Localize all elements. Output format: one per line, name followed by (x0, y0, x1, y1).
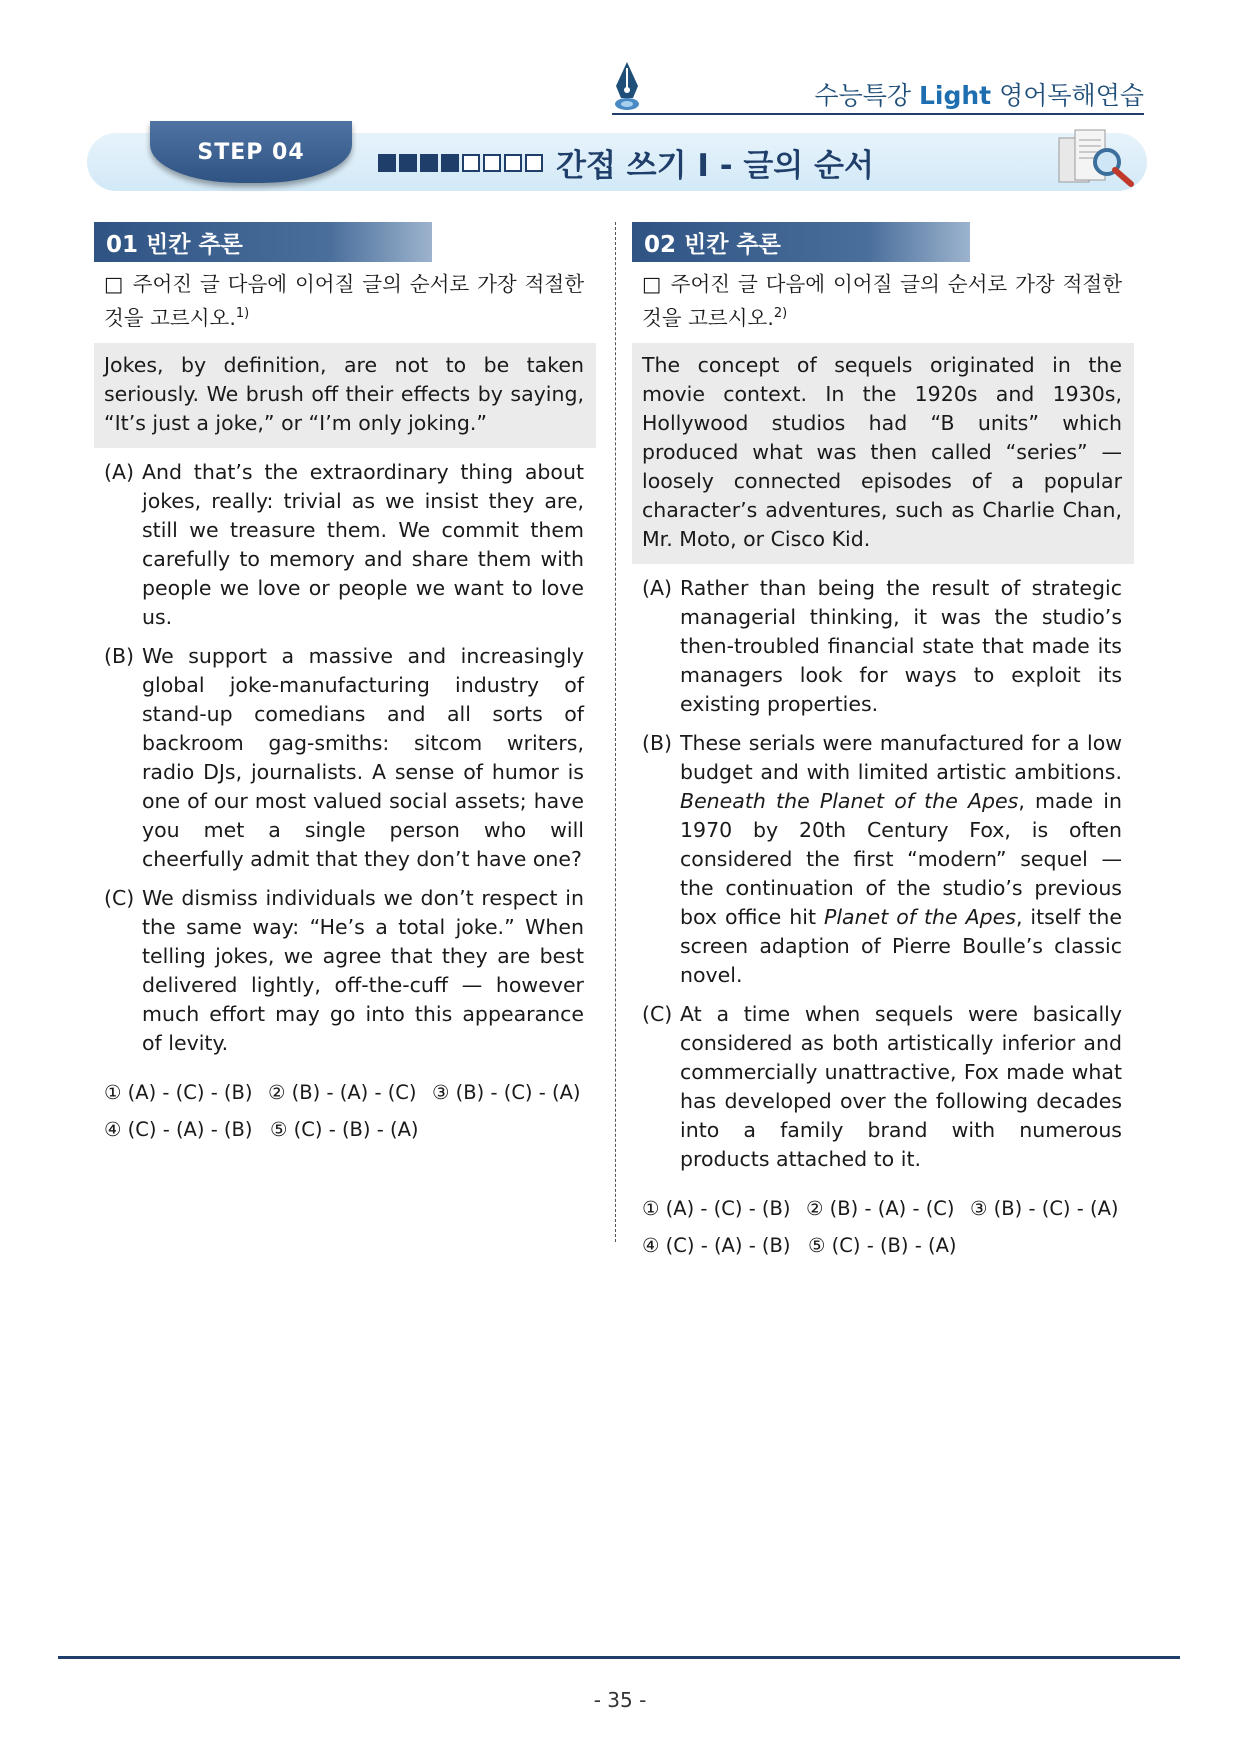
filled-square (399, 154, 417, 172)
filled-square (441, 154, 459, 172)
paragraph-mark: (A) (642, 575, 673, 600)
paragraph-b: (B) These serials were manufactured for a low budget and with limited artistic ambitions. Beneath the Planet of the Apes, made in 1970 by 20th Century Fox, is often considered the first “modern” sequel — the continuation of the studio’s previous box office hit Planet of the Apes, itself the screen adaption of Pierre Boulle’s classic novel. (642, 730, 1123, 987)
outline-square (525, 154, 543, 172)
paragraph-mark: (C) (642, 1001, 673, 1026)
choice-2[interactable]: ② (B) - (A) - (C) (268, 1080, 417, 1104)
footer-rule (58, 1656, 1180, 1659)
paragraph-mark: (C) (104, 885, 135, 910)
outline-square (504, 154, 522, 172)
paragraph-a: (A) Rather than being the result of strategic managerial thinking, it was the studio’s then-troubled financial state that made its managers look for ways to exploit its existing properties. (642, 575, 1122, 716)
paragraph-mark: (A) (104, 459, 135, 484)
outline-square (462, 154, 480, 172)
answer-choices (642, 1190, 1134, 1264)
choice-1[interactable]: ① (A) - (C) - (B) (642, 1196, 791, 1220)
choice-3[interactable]: ③ (B) - (C) - (A) (432, 1080, 581, 1104)
answer-choices (104, 1074, 596, 1148)
choice-1[interactable]: ① (A) - (C) - (B) (104, 1080, 253, 1104)
step-badge: STEP 04 (150, 121, 352, 183)
movie-title: Planet of the Apes (823, 904, 1016, 929)
question-header: 02 빈칸 추론 (632, 222, 970, 262)
question-instruction: □ 주어진 글 다음에 이어질 글의 순서로 가장 적절한 것을 고르시오.$^{1)}$ (104, 272, 584, 330)
filled-square (378, 154, 396, 172)
paragraph-a: (A) And that’s the extraordinary thing about jokes, really: trivial as we insist they are, still we treasure them. We commit them carefully to memory and share them with people we love or people we want to love us. (104, 459, 584, 629)
section-title: 간접 쓰기 I - 글의 순서 (378, 140, 874, 185)
choice-4[interactable]: ④ (C) - (A) - (B) (104, 1117, 253, 1141)
outline-square (483, 154, 501, 172)
paragraph-c: (C) We dismiss individuals we don’t respect in the same way: “He’s a total joke.” When telling jokes, we agree that they are best delivered lightly, off-the-cuff — however much effort may go into this appearance of levity. (104, 885, 584, 1055)
paragraph-mark: (B) (104, 643, 135, 668)
given-passage: Jokes, by definition, are not to be taken seriously. We brush off their effects by saying, “It’s just a joke,” or “I’m only joking.” (94, 343, 596, 448)
choice-5[interactable]: ⑤ (C) - (B) - (A) (270, 1117, 419, 1141)
question-instruction: □ 주어진 글 다음에 이어질 글의 순서로 가장 적절한 것을 고르시오.$^{2)}$ (642, 272, 1122, 330)
question-2 (632, 222, 1134, 1264)
footnote-marker: 2) (773, 306, 788, 321)
movie-title: Beneath the Planet of the Apes (680, 788, 1019, 813)
column-divider (615, 222, 616, 1242)
choice-2[interactable]: ② (B) - (A) - (C) (806, 1196, 955, 1220)
book-title: 수능특강 Light 영어독해연습 (814, 81, 1144, 110)
question-header: 01 빈칸 추론 (94, 222, 432, 262)
given-passage: The concept of sequels originated in the movie context. In the 1920s and 1930s, Hollywood studios had “B units” which produced what was then called “series” — loosely connected episodes of a popular character’s adventures, such as Charlie Chan, Mr. Moto, or Cisco Kid. (632, 343, 1134, 564)
footnote-marker: 1) (235, 306, 250, 321)
choice-3[interactable]: ③ (B) - (C) - (A) (970, 1196, 1119, 1220)
page-number: - 35 - (593, 1688, 647, 1712)
book-magnifier-icon (1055, 124, 1137, 190)
pen-nib-logo-icon (612, 60, 642, 116)
progress-squares (378, 154, 546, 172)
filled-square (420, 154, 438, 172)
paragraph-b: (B) We support a massive and increasingly global joke-manufacturing industry of stand-up comedians and all sorts of backroom gag-smiths: sitcom writers, radio DJs, journalists. A sense of humor is one of our most valued social assets; have you met a single person who will cheerfully admit that they don’t have one? (104, 643, 584, 871)
choice-4[interactable]: ④ (C) - (A) - (B) (642, 1233, 791, 1257)
header-rule (612, 113, 1144, 115)
choice-5[interactable]: ⑤ (C) - (B) - (A) (808, 1233, 957, 1257)
question-1 (94, 222, 596, 1148)
paragraph-c: (C) At a time when sequels were basically considered as both artistically inferior and commercially unattractive, Fox made what has developed over the following decades into a family brand with numerous products attached to it. (642, 1001, 1122, 1171)
paragraph-mark: (B) (642, 730, 673, 755)
